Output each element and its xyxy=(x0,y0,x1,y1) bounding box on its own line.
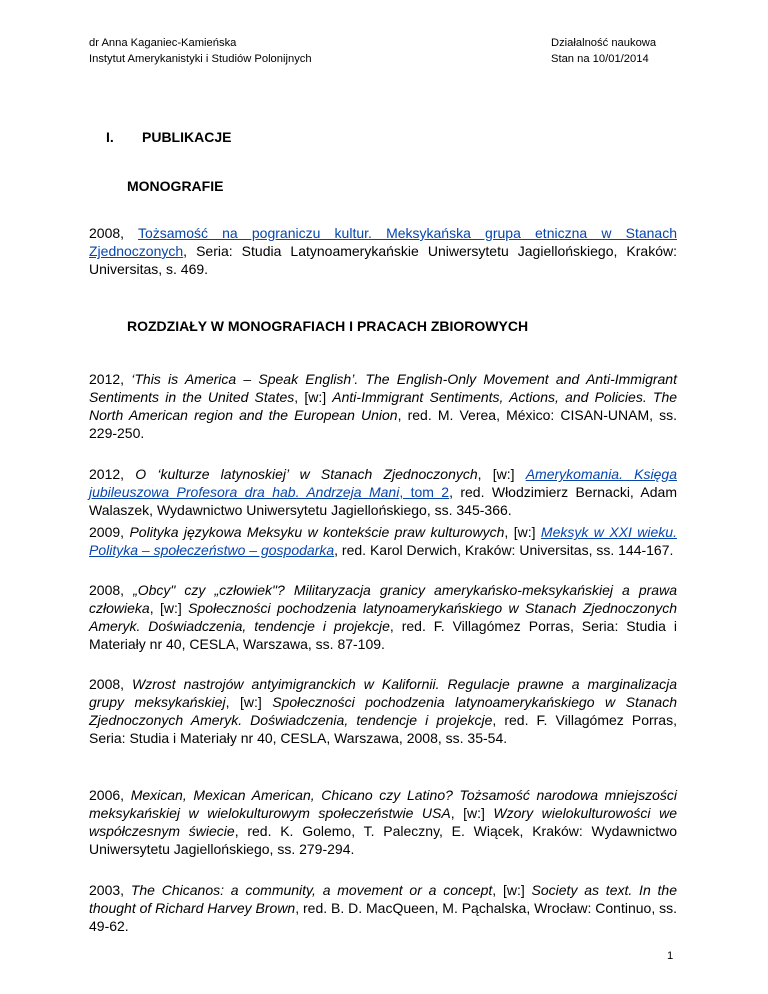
entry-separator: , [w:] xyxy=(492,882,532,898)
header-left xyxy=(89,35,312,67)
entry-details: , red. M. Verea, México: CISAN-UNAM, ss. 229-250. xyxy=(89,407,677,441)
entry-separator: , [w:] xyxy=(450,805,494,821)
entry-year: 2012, xyxy=(89,371,132,387)
page-number: 1 xyxy=(667,950,674,962)
entry-title: „Obcy" czy „człowiek"? Militaryzacja granicy amerykańsko-meksykańskiej a prawa człowieka xyxy=(89,582,677,616)
publication-entry xyxy=(89,581,677,653)
entry-title: ‘This is America – Speak English’. The English-Only Movement and Anti-Immigrant Sentiments in the United States xyxy=(89,371,677,405)
book-link[interactable]: Amerykomania. Księga jubileuszowa Profesora dra hab. Andrzeja Mani xyxy=(89,466,677,500)
entry-details: , red. Włodzimierz Bernacki, Adam Walaszek, Wydawnictwo Uniwersytetu Jagiellońskiego, ss. 345-366. xyxy=(89,484,678,518)
entry-title: O ‘kulturze latynoskiej’ w Stanach Zjednoczonych xyxy=(135,466,478,482)
institute-name: Instytut Amerykanistyki i Studiów Polonijnych xyxy=(89,53,312,65)
entry-year: 2006, xyxy=(89,787,131,803)
section-heading xyxy=(106,128,231,146)
entry-details: , Seria: Studia Latynoamerykańskie Uniwersytetu Jagiellońskiego, Kraków: Universitas, s. 469. xyxy=(89,243,677,277)
entry-year: 2009, xyxy=(89,524,130,540)
entry-separator: , [w:] xyxy=(225,694,273,710)
entry-year: 2008, xyxy=(89,225,138,241)
entry-title: Mexican, Mexican American, Chicano czy Latino? Tożsamość narodowa mniejszości meksykańskiej w wielokulturowym społeczeństwie USA xyxy=(89,787,677,821)
entry-book: Wzory wielokulturowości we współczesnym świecie xyxy=(89,805,677,839)
entry-details: , red. F. Villagómez Porras, Seria: Studia i Materiały nr 40, CESLA, Warszawa, ss. 87-109. xyxy=(89,618,677,652)
entry-year: 2008, xyxy=(89,582,134,598)
volume-link[interactable]: , tom 2 xyxy=(399,484,450,500)
publication-entry xyxy=(89,881,677,935)
entry-year: 2003, xyxy=(89,882,131,898)
document-title: Działalność naukowa xyxy=(551,37,657,49)
entry-details: , red. B. D. MacQueen, M. Pąchalska, Wrocław: Continuo, ss. 49-62. xyxy=(89,900,677,934)
publication-link[interactable]: Tożsamość na pograniczu kultur. Meksykańska grupa etniczna w Stanach Zjednoczonych xyxy=(89,225,677,259)
publication-entry xyxy=(89,370,677,442)
entry-separator: , [w:] xyxy=(504,524,541,540)
entry-details: , red. K. Golemo, T. Paleczny, E. Wiącek, Kraków: Wydawnictwo Uniwersytetu Jagiellońskiego, ss. 279-294. xyxy=(89,823,677,857)
entry-separator: , [w:] xyxy=(294,389,333,405)
section-title: PUBLIKACJE xyxy=(142,129,232,145)
entry-title: Wzrost nastrojów antyimigranckich w Kalifornii. Regulacje prawne a marginalizacja grupy meksykańskiej xyxy=(89,676,677,710)
entry-year: 2012, xyxy=(89,466,136,482)
entry-title: Polityka językowa Meksyku w kontekście praw kulturowych xyxy=(129,524,505,540)
monografie-heading: MONOGRAFIE xyxy=(127,178,224,194)
publication-entry xyxy=(89,786,677,858)
entry-book: Społeczności pochodzenia latynoamerykańskiego w Stanach Zjednoczonych Ameryk. Doświadczenia, tendencje i projekcje xyxy=(89,694,677,728)
entry-year: 2008, xyxy=(89,676,133,692)
publication-entry xyxy=(89,224,677,278)
entry-book: Society as text. In the thought of Richard Harvey Brown xyxy=(89,882,677,916)
section-number: I. xyxy=(106,129,114,145)
entry-book: Społeczności pochodzenia latynoamerykańskiego w Stanach Zjednoczonych Ameryk. Doświadczenia, tendencje i projekcje xyxy=(89,600,677,634)
book-link[interactable]: Meksyk w XXI wieku. Polityka – społeczeństwo – gospodarka xyxy=(89,524,677,558)
rozdzialy-heading: ROZDZIAŁY W MONOGRAFIACH I PRACACH ZBIOROWYCH xyxy=(127,318,529,334)
entry-book: Anti-Immigrant Sentiments, Actions, and Policies. The North American region and the European Union xyxy=(89,389,678,423)
entry-details: , red. Karol Derwich, Kraków: Universitas, ss. 144-167. xyxy=(334,542,674,558)
document-date: Stan na 10/01/2014 xyxy=(551,53,649,65)
author-name: dr Anna Kaganiec-Kamieńska xyxy=(89,37,237,49)
publication-entry xyxy=(89,523,677,559)
publication-entry xyxy=(89,465,677,519)
entry-title: The Chicanos: a community, a movement or a concept xyxy=(130,882,493,898)
entry-separator: , [w:] xyxy=(477,466,526,482)
publication-entry xyxy=(89,675,677,747)
entry-details: , red. F. Villagómez Porras, Seria: Studia i Materiały nr 40, CESLA, Warszawa, 2008, ss. 35-54. xyxy=(89,712,677,746)
header-right xyxy=(551,35,656,67)
entry-separator: , [w:] xyxy=(149,600,189,616)
